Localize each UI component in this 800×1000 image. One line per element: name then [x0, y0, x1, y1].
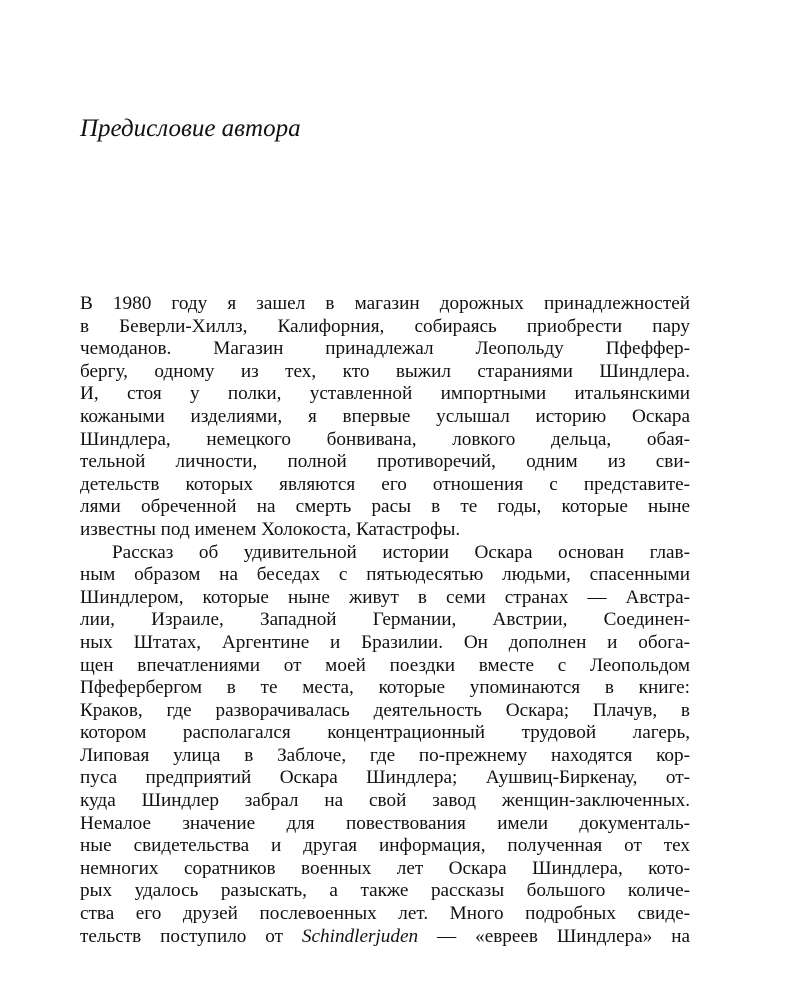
text-segment: тельств поступило от — [80, 925, 302, 947]
text-line: ных Штатах, Аргентине и Бразилии. Он дополнен и обога- — [80, 631, 690, 653]
italic-term: Schindlerjuden — [301, 925, 419, 947]
text-line: Шиндлера, немецкого бонвивана, ловкого дельца, обая- — [80, 428, 690, 450]
text-line: Рассказ об удивительной истории Оскара основан глав- — [112, 541, 690, 563]
text-line: котором располагался концентрационный трудовой лагерь, — [80, 722, 690, 744]
text-line: в Беверли-Хиллз, Калифорния, собираясь приобрести пару — [80, 315, 690, 337]
text-line: немногих соратников военных лет Оскара Шиндлера, кото- — [80, 857, 690, 879]
text-line: ства его друзей послевоенных лет. Много подробных свиде- — [80, 903, 690, 925]
text-line: И, стоя у полки, уставленной импортными итальянскими — [80, 383, 690, 405]
text-line: Краков, где разворачивалась деятельность Оскара; Плачув, в — [80, 699, 690, 721]
text-line: чемоданов. Магазин принадлежал Леопольду Пфеффер- — [80, 338, 690, 360]
text-line: тельной личности, полной противоречий, одним из сви- — [80, 451, 690, 473]
text-line: кожаными изделиями, я впервые услышал историю Оскара — [80, 405, 690, 427]
text-line: бергу, одному из тех, кто выжил стараниями Шиндлера. — [80, 360, 690, 382]
text-line — [80, 926, 690, 949]
paragraph-2 — [80, 542, 690, 949]
text-line: Пфефербергом в те места, которые упоминаются в книге: — [80, 677, 690, 699]
text-segment: — «евреев Шиндлера» на — [418, 925, 690, 947]
text-line: В 1980 году я зашел в магазин дорожных принадлежностей — [80, 293, 690, 314]
text-line: щен впечатлениями от моей поездки вместе с Леопольдом — [80, 654, 690, 676]
text-line: ным образом на беседах с пятьюдесятью людьми, спасенными — [80, 564, 690, 586]
body-text — [80, 293, 690, 948]
text-line: лии, Израиле, Западной Германии, Австрии, Соединен- — [80, 609, 690, 631]
chapter-heading: Предисловие автора — [80, 115, 301, 142]
paragraph-1 — [80, 293, 690, 542]
text-line: известны под именем Холокоста, Катастрофы. — [80, 518, 461, 540]
text-line: куда Шиндлер забрал на свой завод женщин-заключенных. — [80, 790, 690, 812]
text-line: пуса предприятий Оскара Шиндлера; Аушвиц-Биркенау, от- — [80, 767, 690, 789]
text-line: Шиндлером, которые ныне живут в семи странах — Австра- — [80, 586, 690, 608]
text-line: ные свидетельства и другая информация, полученная от тех — [80, 835, 690, 857]
text-line: лями обреченной на смерть расы в те годы, которые ныне — [80, 496, 690, 518]
text-line: Липовая улица в Заблоче, где по-прежнему находятся кор- — [80, 744, 690, 766]
text-line: детельств которых являются его отношения с представите- — [80, 473, 690, 495]
text-line: Немалое значение для повествования имели документаль- — [80, 812, 690, 834]
text-line: рых удалось разыскать, а также рассказы большого количе- — [80, 880, 690, 902]
